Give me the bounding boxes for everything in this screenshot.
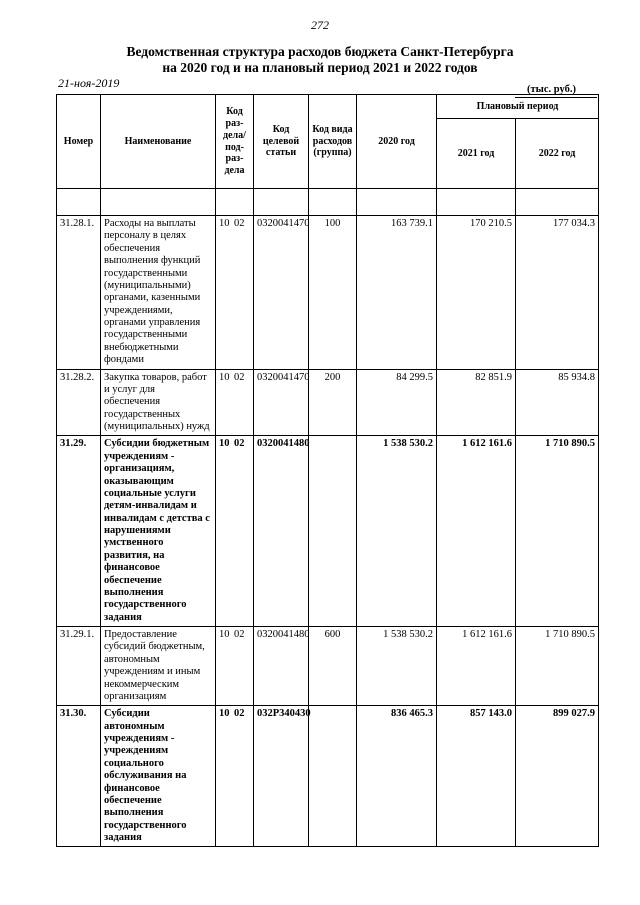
- header-name: Наименование: [101, 95, 216, 189]
- row-section: 10: [219, 371, 230, 383]
- row-target-code: 032P340430: [254, 706, 309, 847]
- row-number: 31.28.1.: [57, 216, 101, 370]
- row-section-code: [216, 216, 254, 370]
- row-section: 10: [219, 708, 230, 720]
- document-title-line1: Ведомственная структура расходов бюджета Санкт-Петербурга: [126, 44, 514, 59]
- row-name: Субсидии автономным учреждениям - учреждениям социального обслуживания на финансовое обеспечение выполнения государственного задания: [101, 706, 216, 847]
- units-label: (тыс. руб.): [527, 84, 576, 95]
- row-target-code: 0320041470: [254, 216, 309, 370]
- row-subsection: 02: [234, 629, 245, 640]
- header-spacer-row: [57, 189, 599, 216]
- header-year-2022: 2022 год: [516, 119, 599, 189]
- row-section: 10: [219, 218, 230, 229]
- header-expense-type: Код вида расходов (группа): [309, 95, 357, 189]
- header-year-2020: 2020 год: [357, 95, 437, 189]
- row-amount-2021: 170 210.5: [437, 216, 516, 370]
- row-number: 31.29.1.: [57, 627, 101, 706]
- row-number: 31.30.: [57, 706, 101, 847]
- row-section: 10: [219, 629, 230, 640]
- table-row: [57, 436, 599, 627]
- row-amount-2022: 899 027.9: [516, 706, 599, 847]
- row-amount-2022: 1 710 890.5: [516, 627, 599, 706]
- document-title-line2: на 2020 год и на плановый период 2021 и 2022 годов: [162, 60, 478, 75]
- page-number: 272: [311, 18, 329, 32]
- row-amount-2020: 1 538 530.2: [357, 436, 437, 627]
- table-row: [57, 706, 599, 847]
- row-name: Расходы на выплаты персоналу в целях обеспечения выполнения функций государственными (муниципальными) органами, казенными учреждениями, органами управления государственными внебюджетными фондами: [101, 216, 216, 370]
- row-target-code: 0320041470: [254, 369, 309, 436]
- row-subsection: 02: [234, 438, 245, 450]
- row-section-code: [216, 627, 254, 706]
- row-amount-2022: 85 934.8: [516, 369, 599, 436]
- header-year-2021: 2021 год: [437, 119, 516, 189]
- row-target-code: 0320041480: [254, 436, 309, 627]
- header-number: Номер: [57, 95, 101, 189]
- row-expense-type: 600: [309, 627, 357, 706]
- row-amount-2021: 1 612 161.6: [437, 436, 516, 627]
- row-subsection: 02: [234, 708, 245, 720]
- row-expense-type: 200: [309, 369, 357, 436]
- row-section: 10: [219, 438, 230, 450]
- row-subsection: 02: [234, 218, 245, 229]
- header-planned-period: Плановый период: [437, 95, 599, 119]
- row-amount-2021: 857 143.0: [437, 706, 516, 847]
- row-number: 31.29.: [57, 436, 101, 627]
- row-subsection: 02: [234, 371, 245, 383]
- header-section-code: Код раз-дела/ под-раз-дела: [216, 95, 254, 189]
- row-expense-type: [309, 436, 357, 627]
- header-target-code: Код целевой статьи: [254, 95, 309, 189]
- row-amount-2020: 84 299.5: [357, 369, 437, 436]
- row-name: Предоставление субсидий бюджетным, автономным учреждениям и иным некоммерческим организациям: [101, 627, 216, 706]
- row-number: 31.28.2.: [57, 369, 101, 436]
- row-expense-type: 100: [309, 216, 357, 370]
- row-section-code: [216, 706, 254, 847]
- row-name: Субсидии бюджетным учреждениям - организациям, оказывающим социальные услуги детям-инвалидам и инвалидам с детства с нарушениями умственного развития, на финансовое обеспечение выполнения государственного задания: [101, 436, 216, 627]
- table-row: [57, 216, 599, 370]
- row-amount-2021: 82 851.9: [437, 369, 516, 436]
- budget-table: [56, 94, 599, 847]
- row-section-code: [216, 369, 254, 436]
- row-expense-type: [309, 706, 357, 847]
- row-amount-2022: 1 710 890.5: [516, 436, 599, 627]
- row-amount-2020: 163 739.1: [357, 216, 437, 370]
- row-section-code: [216, 436, 254, 627]
- row-target-code: 0320041480: [254, 627, 309, 706]
- row-amount-2020: 836 465.3: [357, 706, 437, 847]
- row-amount-2021: 1 612 161.6: [437, 627, 516, 706]
- row-name: Закупка товаров, работ и услуг для обеспечения государственных (муниципальных) нужд: [101, 369, 216, 436]
- table-row: [57, 369, 599, 436]
- document-date: 21-ноя-2019: [58, 76, 120, 90]
- table-row: [57, 627, 599, 706]
- row-amount-2020: 1 538 530.2: [357, 627, 437, 706]
- row-amount-2022: 177 034.3: [516, 216, 599, 370]
